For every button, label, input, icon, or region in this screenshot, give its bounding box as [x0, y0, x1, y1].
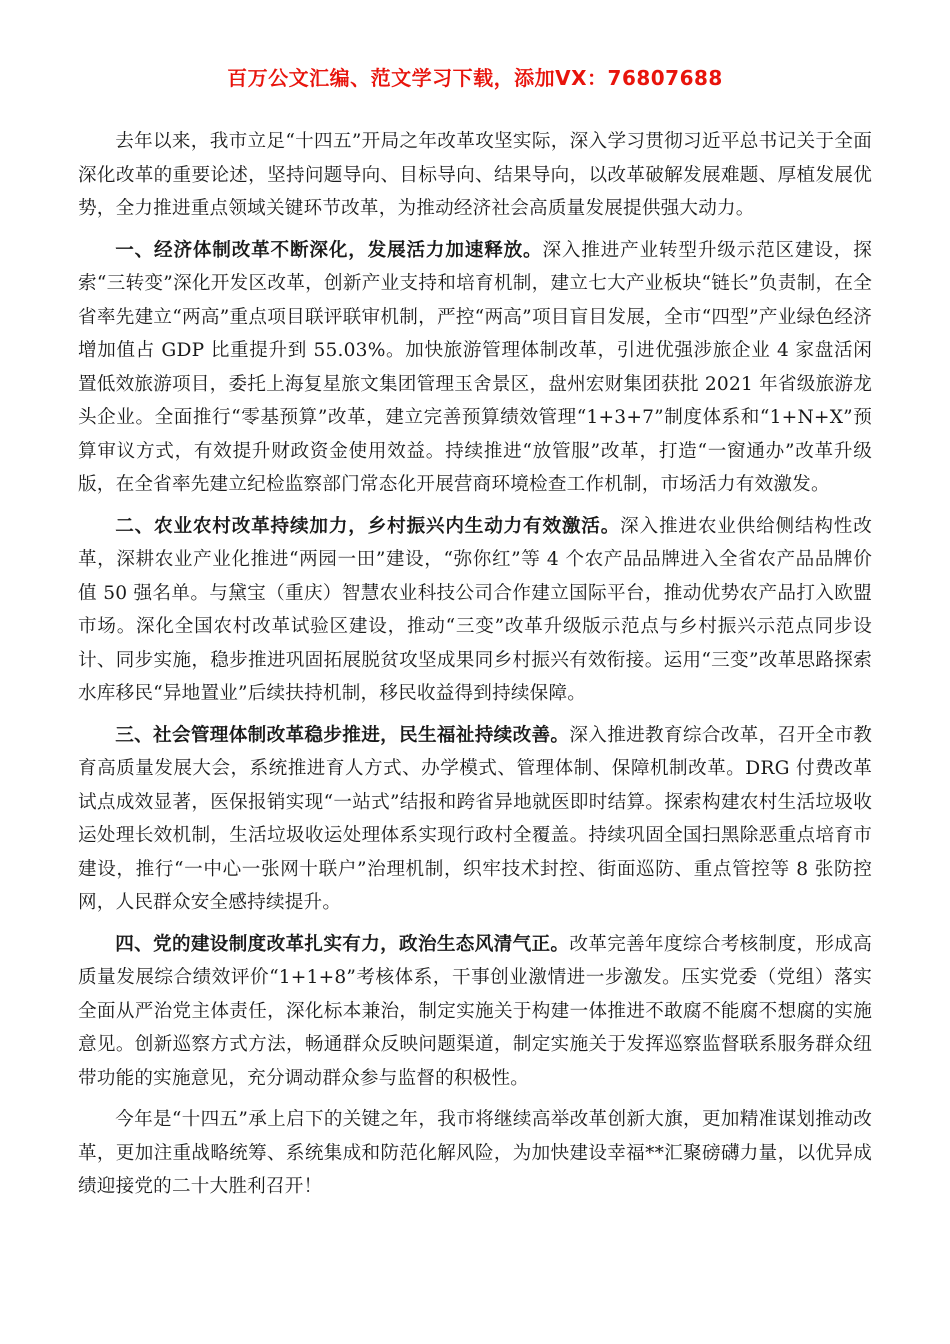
paragraph [78, 234, 872, 502]
paragraph-text: 深入推进产业转型升级示范区建设，探索“三转变”深化开发区改革，创新产业支持和培育机制，建立七大产业板块“链长”负责制，在全省率先建立“两高”重点项目联评联审机制，严控“两高”项目盲目发展，全市“四型”产业绿色经济增加值占 GDP 比重提升到 55.03%。加快旅游管理体制改革，引进优强涉旅企业 4 家盘活闲置低效旅游项目，委托上海复星旅文集团管理玉舍景区，盘州宏财集团获批 2021 年省级旅游龙头企业。全面推行“零基预算”改革，建立完善预算绩效管理“1+3+7”制度体系和“1+N+X”预算审议方式，有效提升财政资金使用效益。持续推进“放管服”改革，打造“一窗通办”改革升级版，在全省率先建立纪检监察部门常态化开展营商环境检查工作机制，市场活力有效激发。 [78, 239, 873, 495]
paragraph [78, 1103, 872, 1204]
paragraph-text: 改革完善年度综合考核制度，形成高质量发展综合绩效评价“1+1+8”考核体系，干事创业激情进一步激发。压实党委（党组）落实全面从严治党主体责任，深化标本兼治，制定实施关于构建一体推进不敢腐不能腐不想腐的实施意见。创新巡察方式方法，畅通群众反映问题渠道，制定实施关于发挥巡察监督联系服务群众纽带功能的实施意见，充分调动群众参与监督的积极性。 [78, 933, 873, 1089]
paragraph-text: 去年以来，我市立足“十四五”开局之年改革攻坚实际，深入学习贯彻习近平总书记关于全面深化改革的重要论述，坚持问题导向、目标导向、结果导向，以改革破解发展难题、厚植发展优势，全力推进重点领域关键环节改革，为推动经济社会高质量发展提供强大动力。 [78, 131, 872, 219]
paragraph [78, 719, 872, 920]
paragraph [78, 928, 872, 1096]
promo-banner: 百万公文汇编、范文学习下载，添加VX：76807688 [227, 66, 723, 90]
paragraph [78, 510, 872, 711]
paragraph-lead: 四、党的建设制度改革扎实有力，政治生态风清气正。 [115, 933, 570, 955]
paragraph [78, 125, 872, 226]
paragraph-lead: 二、农业农村改革持续加力，乡村振兴内生动力有效激活。 [115, 515, 621, 537]
paragraph-lead: 三、社会管理体制改革稳步推进，民生福祉持续改善。 [115, 724, 570, 746]
paragraph-text: 今年是“十四五”承上启下的关键之年，我市将继续高举改革创新大旗，更加精准谋划推动改革，更加注重战略统筹、系统集成和防范化解风险，为加快建设幸福**汇聚磅礴力量，以优异成绩迎接党的二十大胜利召开！ [78, 1109, 872, 1197]
paragraph-lead: 一、经济体制改革不断深化，发展活力加速释放。 [115, 239, 543, 261]
paragraph-text: 深入推进教育综合改革，召开全市教育高质量发展大会，系统推进育人方式、办学模式、管理体制、保障机制改革。DRG 付费改革试点成效显著，医保报销实现“一站式”结报和跨省异地就医即时结算。探索构建农村生活垃圾收运处理长效机制，生活垃圾收运处理体系实现行政村全覆盖。持续巩固全国扫黑除恶重点培育市建设，推行“一中心一张网十联户”治理机制，织牢技术封控、街面巡防、重点管控等 8 张防控网，人民群众安全感持续提升。 [78, 724, 873, 913]
document-body [0, 125, 950, 1204]
paragraph-text: 深入推进农业供给侧结构性改革，深耕农业产业化推进“两园一田”建设，“弥你红”等 4 个农产品品牌进入全省农产品品牌价值 50 强名单。与黛宝（重庆）智慧农业科技公司合作建立国际平台，推动优势农产品打入欧盟市场。深化全国农村改革试验区建设，推动“三变”改革升级版示范点与乡村振兴示范点同步设计、同步实施，稳步推进巩固拓展脱贫攻坚成果同乡村振兴有效衔接。运用“三变”改革思路探索水库移民“异地置业”后续扶持机制，移民收益得到持续保障。 [78, 515, 872, 704]
